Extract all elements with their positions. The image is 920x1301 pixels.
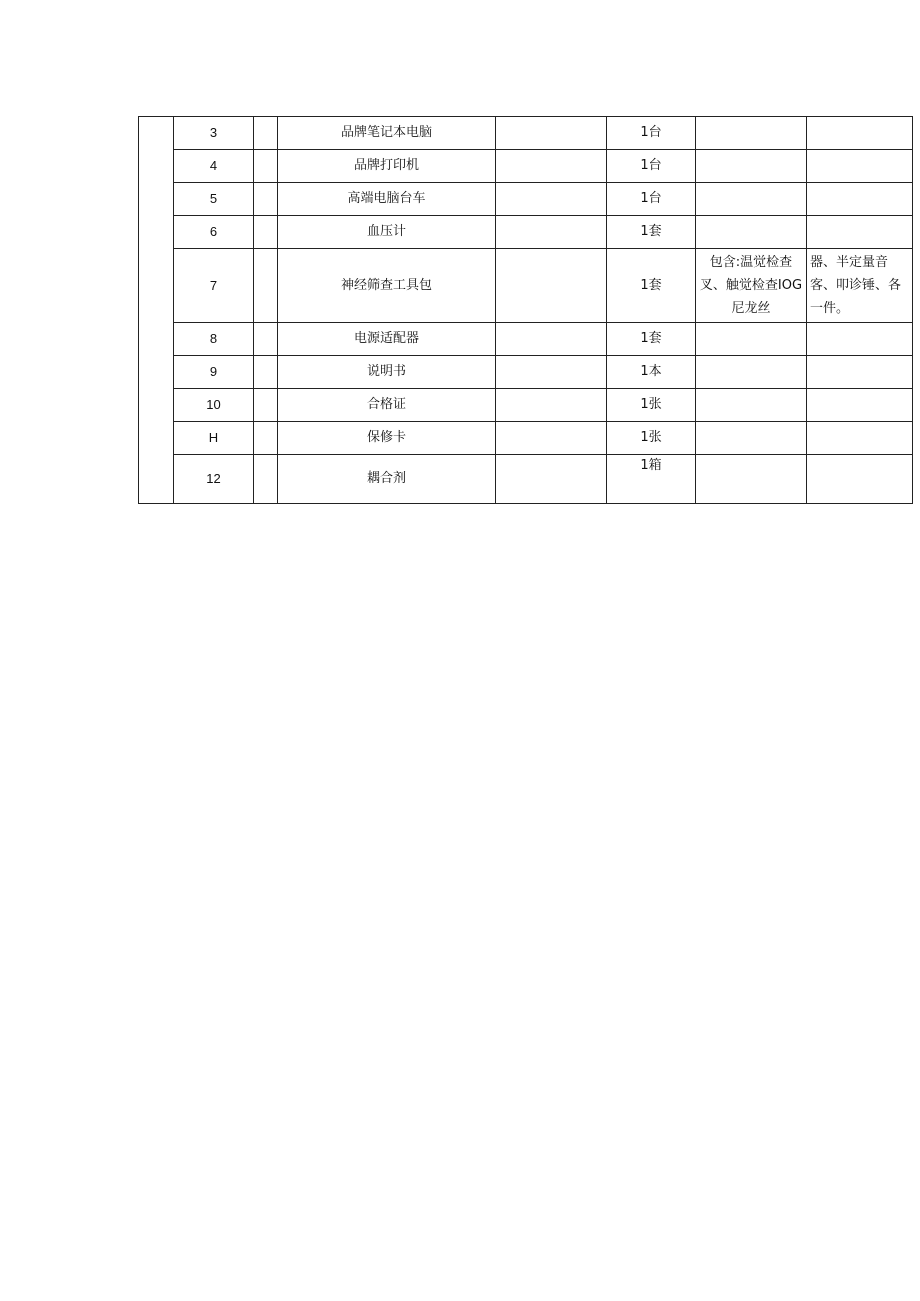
remark-cell-1 xyxy=(696,455,807,504)
empty-cell xyxy=(254,249,278,323)
table-row xyxy=(139,183,913,216)
item-name: 保修卡 xyxy=(278,422,496,455)
spec-cell xyxy=(496,422,607,455)
spec-cell xyxy=(496,183,607,216)
table-row xyxy=(139,323,913,356)
item-name: 耦合剂 xyxy=(278,455,496,504)
remark-cell-1 xyxy=(696,216,807,249)
quantity: 1张 xyxy=(607,389,696,422)
spec-cell xyxy=(496,455,607,504)
remark-cell-1 xyxy=(696,389,807,422)
empty-cell xyxy=(254,216,278,249)
remark-cell-2 xyxy=(807,216,913,249)
remark-cell-2 xyxy=(807,356,913,389)
remark-cell-1 xyxy=(696,183,807,216)
remark-cell-1 xyxy=(696,356,807,389)
item-name: 神经筛查工具包 xyxy=(278,249,496,323)
spec-cell xyxy=(496,117,607,150)
row-number: 6 xyxy=(174,216,254,249)
spec-cell xyxy=(496,389,607,422)
table-row xyxy=(139,422,913,455)
remark-cell-1 xyxy=(696,323,807,356)
quantity: 1套 xyxy=(607,249,696,323)
row-number: H xyxy=(174,422,254,455)
spec-cell xyxy=(496,356,607,389)
item-name: 说明书 xyxy=(278,356,496,389)
spec-cell xyxy=(496,323,607,356)
empty-cell xyxy=(254,455,278,504)
spec-cell xyxy=(496,216,607,249)
remark-cell-2 xyxy=(807,455,913,504)
row-number: 4 xyxy=(174,150,254,183)
empty-cell xyxy=(254,150,278,183)
remark-cell-2: 器、半定量音客、叩诊锤、各一件。 xyxy=(807,249,913,323)
row-number: 9 xyxy=(174,356,254,389)
table-row xyxy=(139,216,913,249)
table-row xyxy=(139,117,913,150)
remark-cell-1 xyxy=(696,150,807,183)
spec-cell xyxy=(496,249,607,323)
quantity: 1台 xyxy=(607,150,696,183)
row-number: 3 xyxy=(174,117,254,150)
remark-cell-1: 包含:温觉检查叉、触觉检查IOG尼龙丝 xyxy=(696,249,807,323)
quantity: 1张 xyxy=(607,422,696,455)
quantity: 1箱 xyxy=(607,455,696,504)
table-row xyxy=(139,249,913,323)
remark-cell-2 xyxy=(807,117,913,150)
row-number: 10 xyxy=(174,389,254,422)
quantity: 1套 xyxy=(607,216,696,249)
spec-cell xyxy=(496,150,607,183)
table-row xyxy=(139,389,913,422)
item-name: 血压计 xyxy=(278,216,496,249)
row-number: 5 xyxy=(174,183,254,216)
row-number: 12 xyxy=(174,455,254,504)
item-name: 电源适配器 xyxy=(278,323,496,356)
remark-cell-2 xyxy=(807,150,913,183)
quantity: 1台 xyxy=(607,183,696,216)
quantity: 1套 xyxy=(607,323,696,356)
equipment-list-table xyxy=(138,116,913,504)
remark-cell-2 xyxy=(807,323,913,356)
remark-cell-2 xyxy=(807,389,913,422)
empty-cell xyxy=(254,117,278,150)
remark-cell-2 xyxy=(807,422,913,455)
quantity: 1台 xyxy=(607,117,696,150)
empty-cell xyxy=(254,323,278,356)
table-row xyxy=(139,150,913,183)
empty-cell xyxy=(254,389,278,422)
group-cell xyxy=(139,117,174,504)
empty-cell xyxy=(254,422,278,455)
quantity: 1本 xyxy=(607,356,696,389)
item-name: 高端电脑台车 xyxy=(278,183,496,216)
empty-cell xyxy=(254,356,278,389)
table-row xyxy=(139,455,913,504)
item-name: 品牌笔记本电脑 xyxy=(278,117,496,150)
item-name: 合格证 xyxy=(278,389,496,422)
empty-cell xyxy=(254,183,278,216)
table-row xyxy=(139,356,913,389)
remark-cell-1 xyxy=(696,422,807,455)
item-name: 品牌打印机 xyxy=(278,150,496,183)
row-number: 8 xyxy=(174,323,254,356)
remark-cell-2 xyxy=(807,183,913,216)
row-number: 7 xyxy=(174,249,254,323)
remark-cell-1 xyxy=(696,117,807,150)
